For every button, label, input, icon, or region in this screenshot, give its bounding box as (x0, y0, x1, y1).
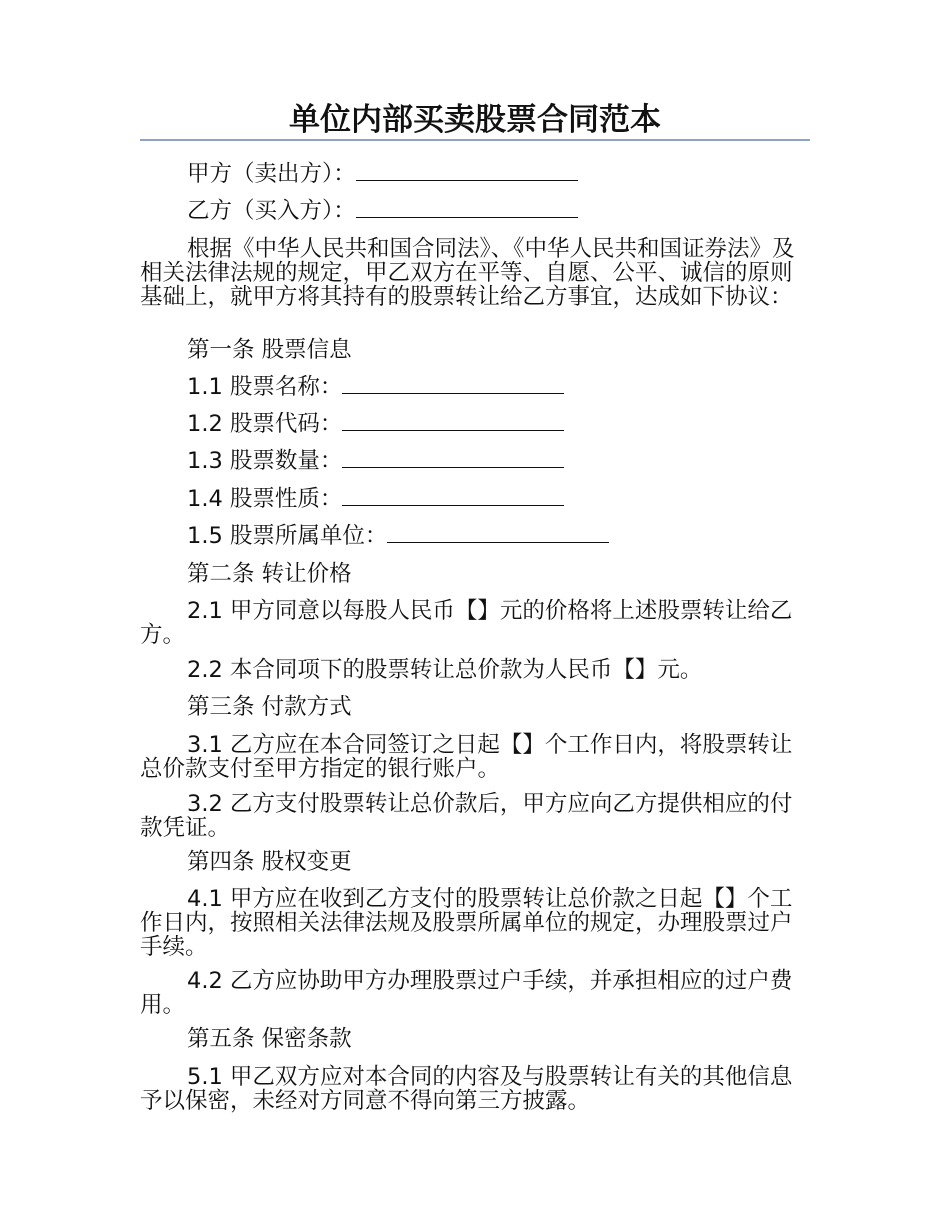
article3-heading: 第三条 付款方式 (187, 694, 352, 720)
stock-code-blank (342, 429, 564, 431)
document-title: 单位内部买卖股票合同范本 (289, 102, 661, 138)
stock-code-line (140, 412, 810, 436)
party-a-line (140, 162, 810, 186)
stock-issuer-blank (387, 541, 609, 543)
clause-2-1: 2.1 甲方同意以每股人民币【】元的价格将上述股票转让给乙方。 (140, 598, 793, 648)
preamble-paragraph: 根据《中华人民共和国合同法》、《中华人民共和国证券法》及相关法律法规的规定，甲乙双方在平等、自愿、公平、诚信的原则基础上，就甲方将其持有的股票转让给乙方事宜，达成如下协议： (140, 236, 795, 310)
clause-2-2: 2.2 本合同项下的股票转让总价款为人民币【】元。 (187, 657, 703, 683)
party-a-label: 甲方（卖出方）： (187, 161, 356, 187)
article1-heading: 第一条 股票信息 (187, 337, 352, 363)
stock-nature-line (140, 487, 810, 511)
stock-nature-label: 1.4 股票性质： (187, 486, 343, 512)
stock-code-label: 1.2 股票代码： (187, 411, 343, 437)
clause-5-1: 5.1 甲乙双方应对本合同的内容及与股票转让有关的其他信息予以保密，未经对方同意不得向第三方披露。 (140, 1064, 793, 1114)
party-a-blank (356, 179, 578, 181)
stock-quantity-label: 1.3 股票数量： (187, 448, 343, 474)
article4-heading: 第四条 股权变更 (187, 849, 352, 875)
party-b-blank (356, 216, 578, 218)
stock-issuer-label: 1.5 股票所属单位： (187, 523, 388, 549)
party-b-label: 乙方（买入方）： (187, 198, 356, 224)
stock-quantity-line (140, 449, 810, 473)
clause-3-1: 3.1 乙方应在本合同签订之日起【】个工作日内，将股票转让总价款支付至甲方指定的银行账户。 (140, 732, 793, 782)
stock-nature-blank (342, 504, 564, 506)
stock-issuer-line (140, 524, 810, 548)
article2-heading: 第二条 转让价格 (187, 561, 352, 587)
stock-name-blank (342, 392, 564, 394)
stock-name-label: 1.1 股票名称： (187, 374, 343, 400)
title-underline (140, 139, 810, 141)
clause-4-2: 4.2 乙方应协助甲方办理股票过户手续，并承担相应的过户费用。 (140, 968, 793, 1018)
party-b-line (140, 199, 810, 223)
clause-3-2: 3.2 乙方支付股票转让总价款后，甲方应向乙方提供相应的付款凭证。 (140, 791, 793, 841)
document-page (140, 0, 810, 1230)
article5-heading: 第五条 保密条款 (187, 1026, 352, 1052)
clause-4-1: 4.1 甲方应在收到乙方支付的股票转让总价款之日起【】个工作日内，按照相关法律法规及股票所属单位的规定，办理股票过户手续。 (140, 886, 793, 960)
stock-quantity-blank (342, 466, 564, 468)
stock-name-line (140, 375, 810, 399)
